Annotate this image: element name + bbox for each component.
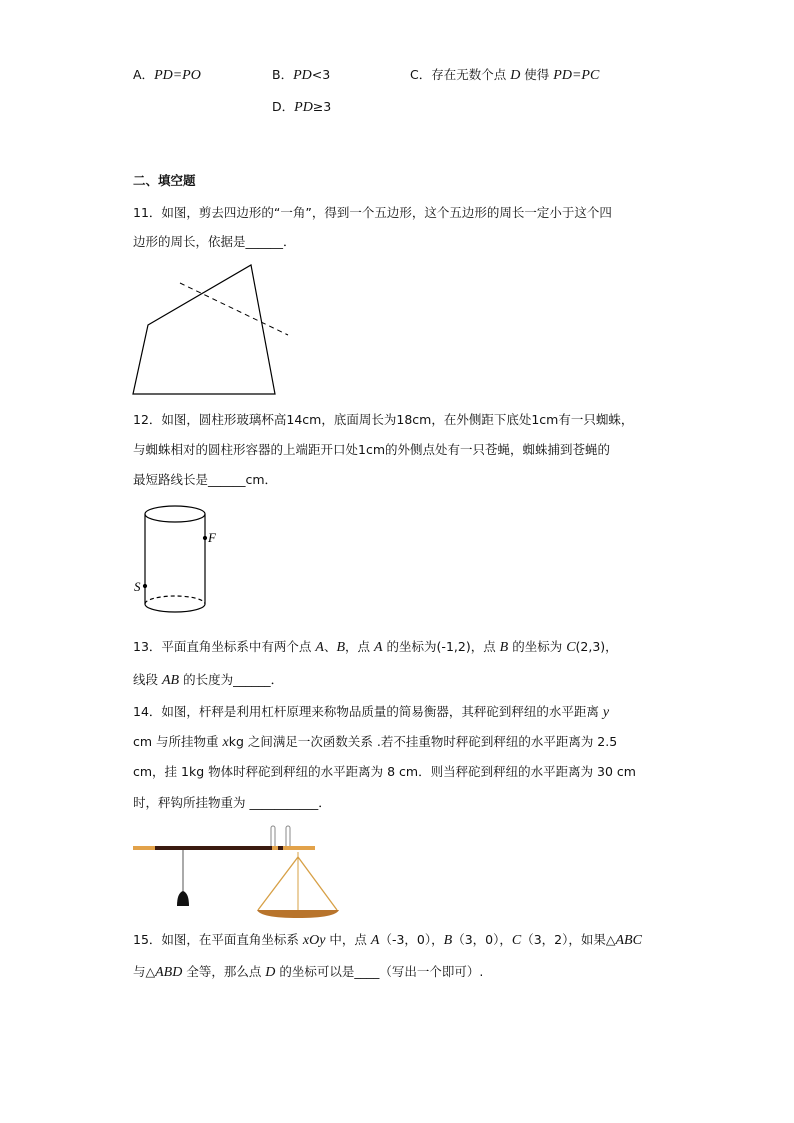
math-symbol: D (510, 68, 521, 83)
math-symbol: A (374, 640, 383, 655)
text-segment: 最短路线长是______cm． (133, 472, 278, 487)
math-symbol: y (602, 705, 610, 720)
math-symbol: ABC (615, 933, 642, 948)
math-symbol: B (336, 640, 346, 655)
point-s-label: S (134, 579, 141, 594)
text-segment: 时，秤钩所挂物重为 ___________． (133, 795, 331, 810)
math-symbol: C (566, 640, 576, 655)
math-symbol: x (222, 735, 229, 750)
text-segment: C．存在无数个点 (410, 67, 511, 82)
text-segment: （3，2），如果△ (521, 932, 616, 947)
text-segment: 使得 (520, 67, 554, 82)
math-symbol: xOy (302, 933, 326, 948)
math-symbol: D (265, 965, 276, 980)
math-symbol: PD (293, 68, 312, 83)
text-segment: 的长度为______． (179, 672, 284, 687)
math-symbol: B (443, 933, 453, 948)
text-segment: (2,3)， (575, 639, 618, 654)
text-segment: 与△ (133, 964, 156, 979)
section-heading: 二、填空题 (133, 173, 196, 188)
text-segment: 、 (323, 639, 337, 654)
cut-line (180, 283, 288, 335)
text-segment: 15．如图，在平面直角坐标系 (133, 932, 303, 947)
text-segment: 线段 (133, 672, 162, 687)
text-segment: 13．平面直角坐标系中有两个点 (133, 639, 316, 654)
steelyard-figure (133, 826, 339, 918)
text-segment: kg 之间满足一次函数关系 .若不挂重物时秤砣到秤纽的水平距离为 2.5 (228, 734, 618, 749)
text-segment: cm，挂 1kg 物体时秤砣到秤纽的水平距离为 8 cm．则当秤砣到秤纽的水平距离为 30 cm (133, 764, 636, 779)
quadrilateral-figure (133, 265, 288, 394)
math-symbol: PD=PC (553, 68, 600, 83)
math-symbol: ABD (155, 965, 183, 980)
text-segment: 全等，那么点 (182, 964, 266, 979)
text-segment: 中，点 (325, 932, 371, 947)
text-segment: 14．如图，杆秤是利用杠杆原理来称物品质量的简易衡器，其秤砣到秤纽的水平距离 (133, 704, 603, 719)
text-segment: ≥3 (312, 99, 332, 114)
text-segment: B． (272, 67, 294, 82)
cylinder-figure (144, 506, 207, 612)
text-segment: 的坐标可以是____（写出一个即可）. (275, 964, 484, 979)
math-symbol: A (315, 640, 324, 655)
text-segment: D． (272, 99, 295, 114)
text-segment: cm 与所挂物重 (133, 734, 223, 749)
text-segment: 11．如图，剪去四边形的“一角”，得到一个五边形，这个五边形的周长一定小于这个四 (133, 205, 612, 220)
text-segment: 边形的周长，依据是______． (133, 234, 296, 249)
text-segment: 与蜘蛛相对的圆柱形容器的上端距开口处1cm的外侧点处有一只苍蝇，蜘蛛捕到苍蝇的 (133, 442, 611, 457)
math-symbol: A (370, 933, 380, 948)
text-segment: （3，0）， (452, 932, 512, 947)
text-segment: <3 (311, 67, 331, 82)
text-segment: A． (133, 67, 155, 82)
text-segment: ，点 (345, 639, 375, 654)
math-symbol: PD=PO (154, 68, 201, 83)
math-symbol: B (499, 640, 509, 655)
text-segment: 的坐标为(-1,2)，点 (382, 639, 500, 654)
math-symbol: C (511, 933, 522, 948)
text-segment: 12．如图，圆柱形玻璃杯高14cm，底面周长为18cm，在外侧距下底处1cm有一只蜘蛛， (133, 412, 634, 427)
text-segment: 的坐标为 (508, 639, 567, 654)
math-symbol: PD (294, 100, 313, 115)
point-f-label: F (208, 530, 216, 545)
math-symbol: AB (161, 673, 180, 688)
text-segment: （-3，0）， (379, 932, 444, 947)
